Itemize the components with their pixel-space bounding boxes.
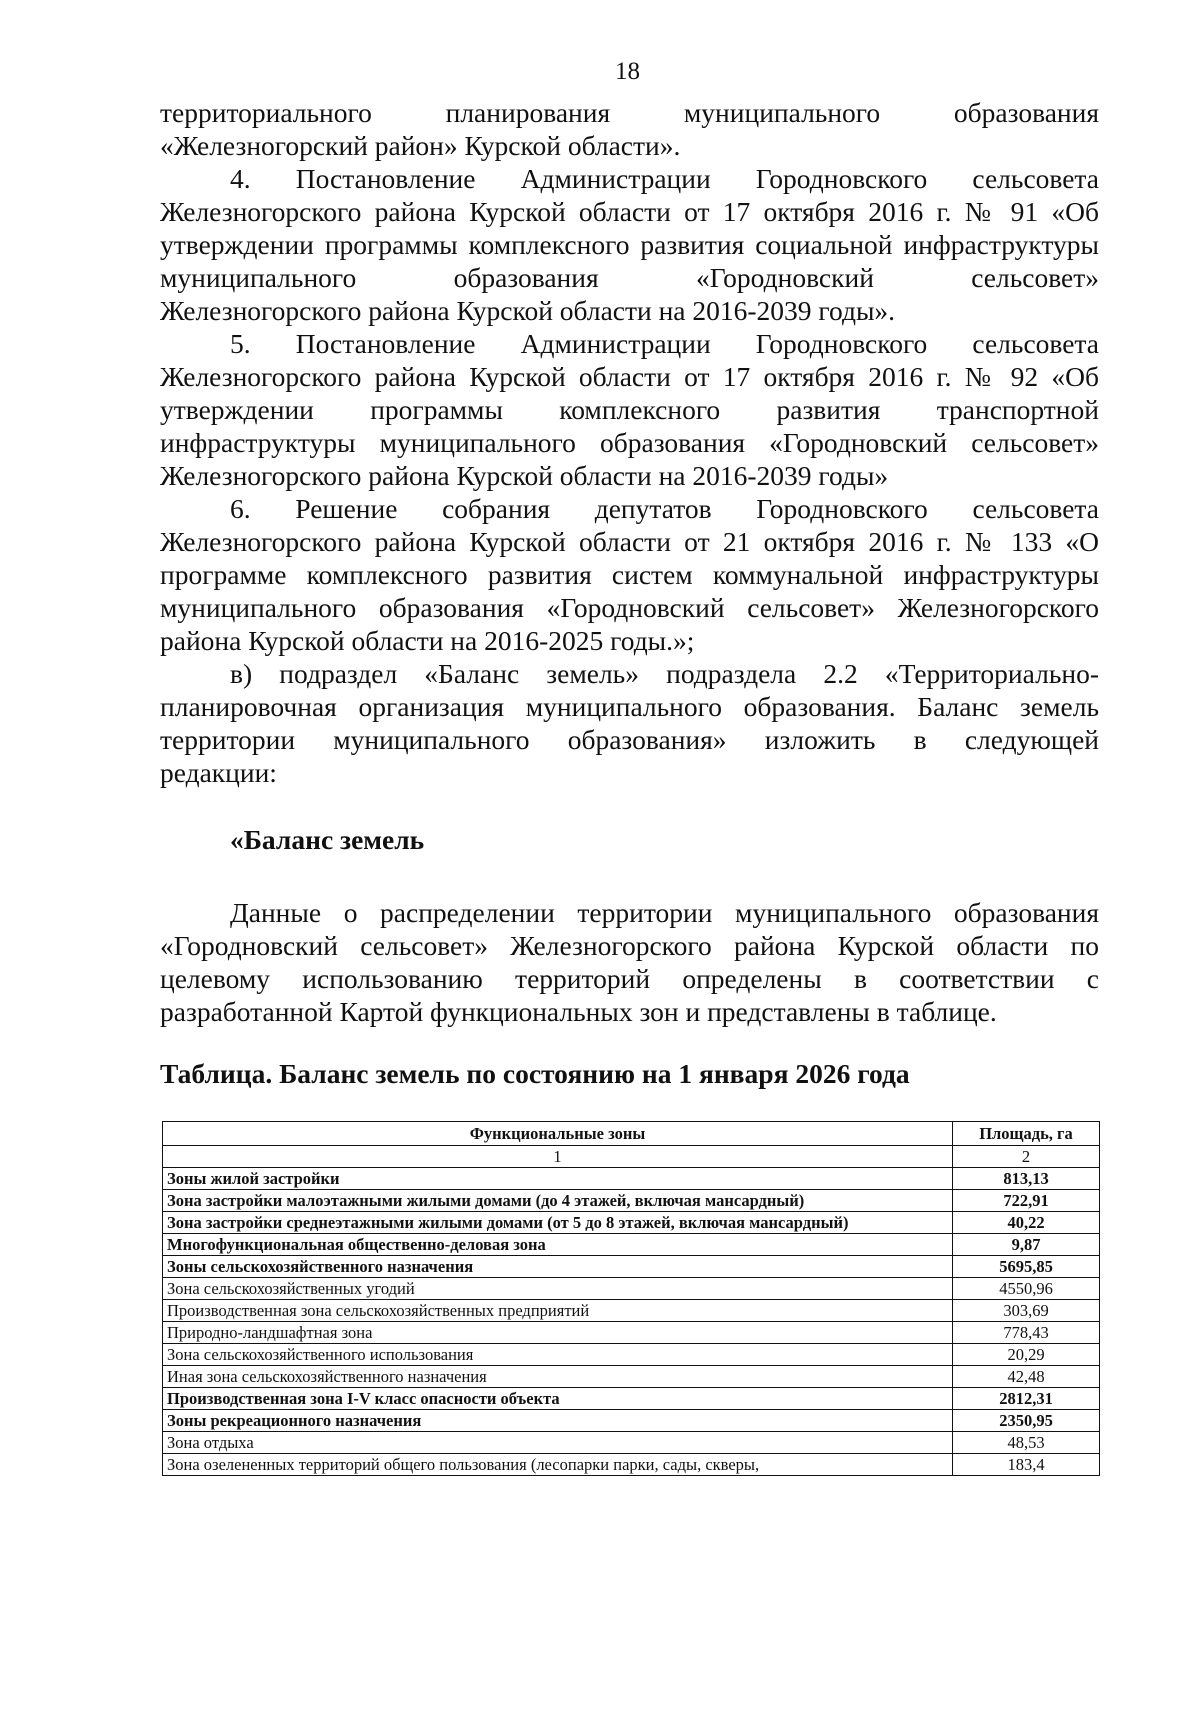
zone-cell: Зона отдыха: [163, 1432, 953, 1454]
body-text: [160, 96, 1099, 789]
area-cell: 4550,96: [953, 1278, 1100, 1300]
intro-paragraph: Данные о распределении территории муниципального образования «Городновский сельсовет» Железногорского района Курской области по целевому использованию территорий определены в соответствии с разработанной Картой функциональных зон и представлены в таблице.: [160, 897, 1099, 1027]
body-paragraph: редакции:: [160, 757, 277, 788]
area-cell: 183,4: [953, 1454, 1100, 1476]
page-number: 18: [615, 58, 640, 85]
area-cell: 813,13: [953, 1168, 1100, 1190]
table-row: [163, 1212, 1100, 1234]
area-cell: 303,69: [953, 1300, 1100, 1322]
index-cell: 2: [953, 1146, 1100, 1168]
body-paragraph: 4. Постановление Администрации Городновского сельсовета Железногорского района Курской области от 17 октября 2016 г. № 91 «Об утверждении программы комплексного развития социальной инфраструктуры муниципального образования «Городновский сельсовет»: [160, 163, 1099, 293]
body-paragraph: территориального планирования муниципального образования: [160, 97, 1099, 128]
zone-cell: Зоны сельскохозяйственного назначения: [163, 1256, 953, 1278]
area-cell: 2812,31: [953, 1388, 1100, 1410]
section-heading: «Баланс земель: [230, 824, 425, 855]
zone-cell: Зона застройки среднеэтажными жилыми домами (от 5 до 8 этажей, включая мансардный): [163, 1212, 953, 1234]
body-paragraph: «Железногорский район» Курской области».: [160, 130, 681, 161]
zone-cell: Производственная зона сельскохозяйственных предприятий: [163, 1300, 953, 1322]
land-balance-table: [162, 1121, 1100, 1476]
zone-cell: Природно-ландшафтная зона: [163, 1322, 953, 1344]
table-row: [163, 1256, 1100, 1278]
area-cell: 9,87: [953, 1234, 1100, 1256]
table-row: [163, 1322, 1100, 1344]
area-cell: 48,53: [953, 1432, 1100, 1454]
table-index-row: [163, 1146, 1100, 1168]
body-paragraph: 5. Постановление Администрации Городновского сельсовета Железногорского района Курской области от 17 октября 2016 г. № 92 «Об утверждении программы комплексного развития транспортной инфраструктуры муниципального образования «Городновский сельсовет»: [160, 328, 1099, 458]
table-caption: Таблица. Баланс земель по состоянию на 1 января 2026 года: [160, 1058, 910, 1089]
zone-cell: Зоны рекреационного назначения: [163, 1410, 953, 1432]
table-row: [163, 1344, 1100, 1366]
index-cell: 1: [163, 1146, 953, 1168]
header-area: Площадь, га: [953, 1122, 1100, 1146]
body-paragraph: района Курской области на 2016-2025 годы.»;: [160, 625, 695, 656]
table-row: [163, 1388, 1100, 1410]
body-paragraph: Железногорского района Курской области на 2016-2039 годы»: [160, 460, 889, 491]
zone-cell: Зона застройки малоэтажными жилыми домами (до 4 этажей, включая мансардный): [163, 1190, 953, 1212]
table-row: [163, 1234, 1100, 1256]
body-paragraph: в) подраздел «Баланс земель» подраздела 2.2 «Территориально-планировочная организация муниципального образования. Баланс земель территории муниципального образования» изложить в следующей: [160, 658, 1099, 755]
zone-cell: Зона сельскохозяйственного использования: [163, 1344, 953, 1366]
table-row: [163, 1454, 1100, 1476]
zone-cell: Зона озелененных территорий общего пользования (лесопарки парки, сады, скверы,: [163, 1454, 953, 1476]
area-cell: 778,43: [953, 1322, 1100, 1344]
table-row: [163, 1432, 1100, 1454]
zone-cell: Многофункциональная общественно-деловая зона: [163, 1234, 953, 1256]
table-row: [163, 1300, 1100, 1322]
zone-cell: Производственная зона I-V класс опасности объекта: [163, 1388, 953, 1410]
header-zones: Функциональные зоны: [163, 1122, 953, 1146]
area-cell: 722,91: [953, 1190, 1100, 1212]
body-paragraph: Железногорского района Курской области на 2016-2039 годы».: [160, 295, 896, 326]
table-header-row: [163, 1122, 1100, 1146]
area-cell: 20,29: [953, 1344, 1100, 1366]
body-paragraph: 6. Решение собрания депутатов Городновского сельсовета Железногорского района Курской области от 21 октября 2016 г. № 133 «О программе комплексного развития систем коммунальной инфраструктуры муниципального образования «Городновский сельсовет» Железногорского: [160, 493, 1099, 623]
area-cell: 40,22: [953, 1212, 1100, 1234]
table-row: [163, 1190, 1100, 1212]
intro-paragraph-block: [160, 896, 1099, 1028]
area-cell: 5695,85: [953, 1256, 1100, 1278]
zone-cell: Иная зона сельскохозяйственного назначения: [163, 1366, 953, 1388]
zone-cell: Зона сельскохозяйственных угодий: [163, 1278, 953, 1300]
area-cell: 42,48: [953, 1366, 1100, 1388]
area-cell: 2350,95: [953, 1410, 1100, 1432]
table-row: [163, 1410, 1100, 1432]
table-row: [163, 1168, 1100, 1190]
zone-cell: Зоны жилой застройки: [163, 1168, 953, 1190]
table-row: [163, 1366, 1100, 1388]
table-row: [163, 1278, 1100, 1300]
